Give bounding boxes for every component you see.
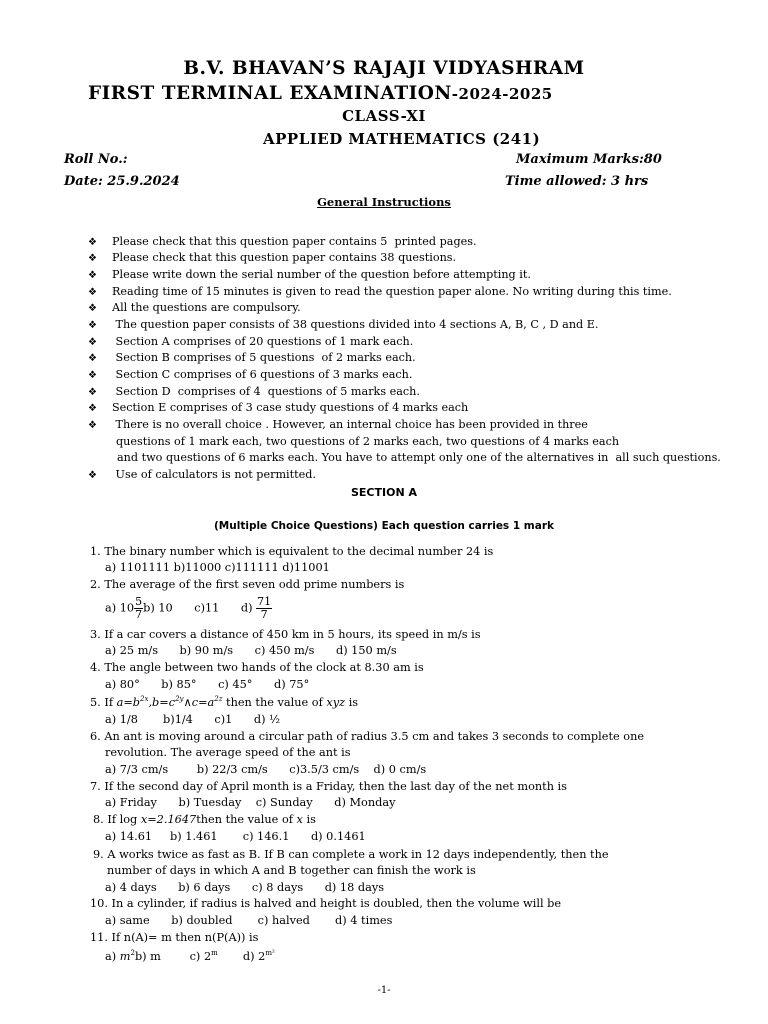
exam-date: Date: 25.9.2024 (64, 174, 180, 189)
instruction-item (88, 318, 598, 331)
instruction-item (88, 335, 413, 348)
instruction-item (88, 301, 301, 314)
question-10: 10. In a cylinder, if radius is halved and height is doubled, then the volume will be (90, 897, 562, 910)
q11-sup-m: m (211, 949, 218, 957)
bullet-icon: ❖ (88, 337, 97, 348)
q5-math-1: a=b (116, 695, 141, 709)
exam-title (88, 83, 553, 104)
bullet-icon: ❖ (88, 320, 97, 331)
instruction-item (88, 268, 531, 281)
question-2: 2. The average of the first seven odd prime numbers is (90, 578, 405, 591)
q8-text: then the value of (196, 813, 293, 826)
instruction-text: Please check that this question paper contains 38 questions. (112, 251, 457, 264)
q8-variable: x (296, 813, 303, 826)
instruction-text: Section B comprises of 5 questions of 2 marks each. (112, 351, 416, 364)
max-marks: Maximum Marks:80 (516, 152, 662, 167)
bullet-icon: ❖ (88, 387, 97, 398)
instruction-item (88, 235, 477, 248)
instruction-item (116, 435, 619, 448)
question-6-options: a) 7/3 cm/s b) 22/3 cm/s c)3.5/3 cm/s d) 0 cm/s (105, 763, 427, 776)
question-9-line-2: number of days in which A and B together can finish the work is (107, 864, 476, 877)
instruction-text: Use of calculators is not permitted. (112, 468, 316, 481)
instruction-item (88, 468, 316, 481)
bullet-icon: ❖ (88, 470, 97, 481)
exam-name: FIRST TERMINAL EXAMINATION (88, 83, 452, 104)
fraction-denominator: 7 (135, 608, 143, 621)
fraction-numerator: 71 (257, 595, 272, 608)
instruction-text: Section D comprises of 4 questions of 5 marks each. (112, 385, 420, 398)
q11-sup: 2 (130, 949, 135, 957)
q2-opt-a: a) 10 (105, 601, 135, 615)
q11-base-d: 2 (258, 949, 266, 963)
question-8-options: a) 14.61 b) 1.461 c) 146.1 d) 0.1461 (105, 830, 366, 843)
q5-variable: xyz (326, 695, 346, 709)
instruction-text: Section A comprises of 20 questions of 1 mark each. (112, 335, 414, 348)
fraction-denominator: 7 (260, 608, 268, 621)
question-3: 3. If a car covers a distance of 450 km in 5 hours, its speed in m/s is (90, 628, 481, 641)
instruction-text: Reading time of 15 minutes is given to read the question paper alone. No writing during this time. (112, 285, 672, 298)
q8-prefix: 8. If log (93, 813, 138, 826)
section-subtitle: (Multiple Choice Questions) Each question carries 1 mark (214, 520, 554, 532)
q11-opt-d: d) (242, 949, 255, 963)
subject-label: APPLIED MATHEMATICS (241) (263, 130, 541, 148)
question-3-options: a) 25 m/s b) 90 m/s c) 450 m/s d) 150 m/s (105, 644, 397, 657)
q5-sup-1: 2x (140, 695, 149, 703)
instruction-text: Please write down the serial number of the question before attempting it. (112, 268, 531, 281)
q5-sup-3: 2z (214, 695, 223, 703)
q11-base: 2 (203, 949, 212, 963)
instruction-text: Section E comprises of 3 case study questions of 4 marks each (112, 401, 469, 414)
instruction-item (88, 418, 588, 431)
q2-opt-b: b) 10 c)11 d) (143, 601, 253, 615)
question-11-options (105, 949, 275, 963)
question-5-options: a) 1/8 b)1/4 c)1 d) ½ (105, 713, 281, 726)
bullet-icon: ❖ (88, 253, 97, 264)
school-name: B.V. BHAVAN’S RAJAJI VIDYASHRAM (183, 58, 585, 79)
question-9: 9. A works twice as fast as B. If B can complete a work in 12 days independently, then the (93, 848, 609, 861)
q5-text: then the value of (226, 695, 323, 709)
instruction-text: Section C comprises of 6 questions of 3 marks each. (112, 368, 413, 381)
instruction-item (88, 251, 456, 264)
instruction-text: There is no overall choice . However, an internal choice has been provided in three (112, 418, 588, 431)
instruction-text: Please check that this question paper contains 5 printed pages. (112, 235, 477, 248)
bullet-icon: ❖ (88, 303, 97, 314)
instruction-text: and two questions of 6 marks each. You have to attempt only one of the alternatives in all such questions. (117, 451, 721, 464)
exam-year: -2024-2025 (451, 85, 553, 103)
question-11: 11. If n(A)= m then n(P(A)) is (90, 931, 259, 944)
question-6-line-2: revolution. The average speed of the ant is (105, 746, 351, 759)
bullet-icon: ❖ (88, 370, 97, 381)
q8-math: x=2.1647 (140, 813, 197, 826)
q5-sup-2: 2y (175, 695, 184, 703)
q8-suffix: is (306, 813, 316, 826)
page-number: -1- (377, 985, 391, 996)
instruction-text: The question paper consists of 38 questions divided into 4 sections A, B, C , D and E. (112, 318, 599, 331)
question-6: 6. An ant is moving around a circular path of radius 3.5 cm and takes 3 seconds to complete one (90, 730, 645, 743)
question-9-options: a) 4 days b) 6 days c) 8 days d) 18 days (105, 881, 385, 894)
q11-opt-a: a) (105, 949, 117, 963)
q5-math (117, 696, 223, 709)
instruction-item (117, 451, 721, 464)
q11-math-m: m (119, 949, 131, 963)
bullet-icon: ❖ (88, 237, 97, 248)
fraction-numerator: 5 (135, 595, 143, 608)
question-7: 7. If the second day of April month is a Friday, then the last day of the net month is (90, 780, 567, 793)
question-1-options: a) 1101111 b)11000 c)111111 d)11001 (105, 561, 330, 574)
question-1: 1. The binary number which is equivalent to the decimal number 24 is (90, 545, 494, 558)
q5-suffix: is (348, 695, 359, 709)
question-10-options: a) same b) doubled c) halved d) 4 times (105, 914, 393, 927)
question-7-options: a) Friday b) Tuesday c) Sunday d) Monday (105, 796, 396, 809)
bullet-icon: ❖ (88, 403, 97, 414)
question-8 (93, 813, 316, 826)
bullet-icon: ❖ (88, 270, 97, 281)
fraction-five-sevenths (134, 596, 143, 621)
class-label: CLASS-XI (342, 107, 426, 125)
question-5 (90, 695, 358, 709)
question-2-options (105, 596, 272, 621)
bullet-icon: ❖ (88, 353, 97, 364)
q11-sup-m2: m² (265, 949, 275, 957)
q5-prefix: 5. If (90, 695, 114, 709)
instruction-text: All the questions are compulsory. (112, 301, 301, 314)
roll-no: Roll No.: (64, 152, 128, 167)
fraction-71-sevenths (256, 596, 272, 621)
instructions-title: General Instructions (317, 195, 451, 209)
question-4-options: a) 80° b) 85° c) 45° d) 75° (105, 678, 310, 691)
instruction-item (88, 368, 412, 381)
instruction-text: questions of 1 mark each, two questions of 2 marks each, two questions of 4 marks each (116, 435, 620, 448)
instruction-item (88, 351, 416, 364)
bullet-icon: ❖ (88, 420, 97, 431)
q11-opt-bc: b) m c) (134, 949, 201, 963)
bullet-icon: ❖ (88, 287, 97, 298)
q5-math-2: ,b=c (148, 695, 176, 709)
section-title: SECTION A (350, 486, 417, 499)
instruction-item (88, 285, 672, 298)
instruction-item (88, 385, 420, 398)
time-allowed: Time allowed: 3 hrs (505, 174, 649, 189)
q5-math-3: ∧c=a (183, 695, 215, 709)
instruction-item (88, 401, 468, 414)
question-4: 4. The angle between two hands of the clock at 8.30 am is (90, 661, 424, 674)
